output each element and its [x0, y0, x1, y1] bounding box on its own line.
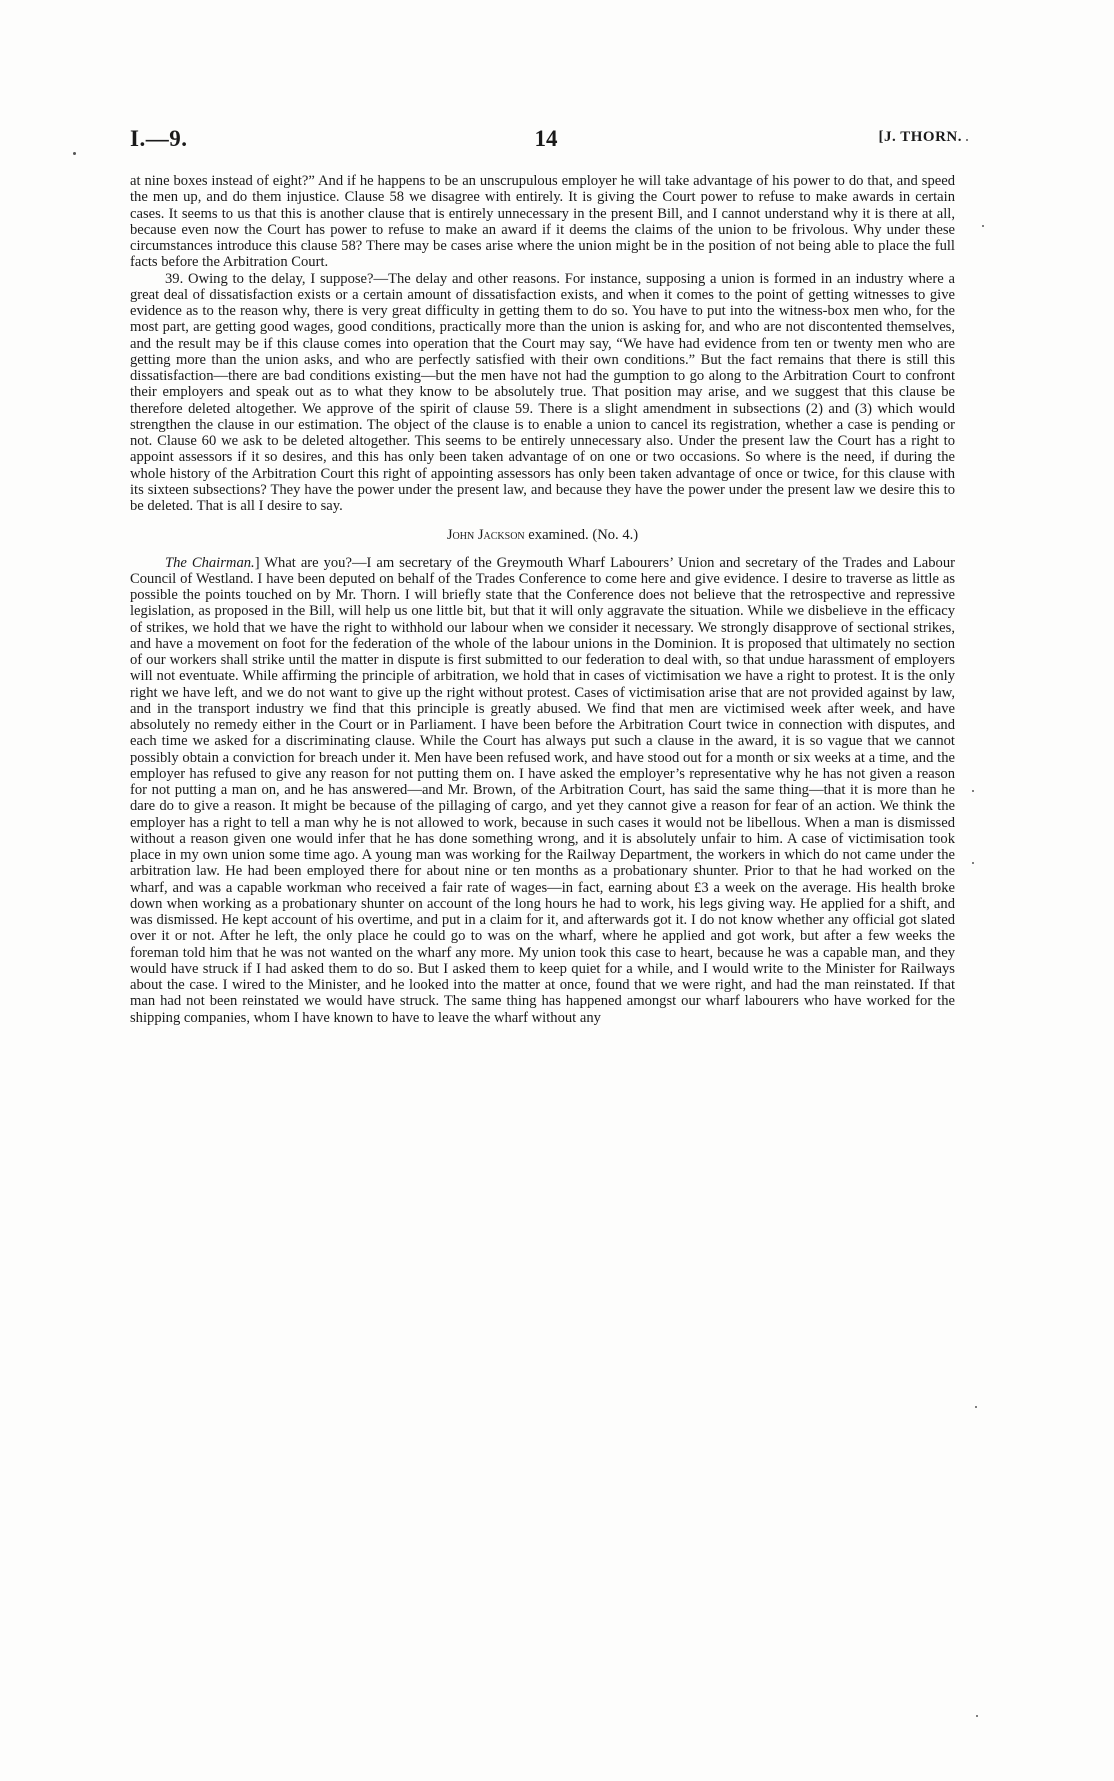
witness-running-head: [J. THORN. — [878, 129, 962, 145]
scan-speck — [972, 862, 974, 864]
scan-speck — [73, 152, 76, 155]
section-heading — [130, 527, 955, 543]
speaker-label: The Chairman. — [165, 554, 255, 571]
paragraph-testimony — [130, 555, 955, 1026]
testimony-text: ] What are you?—I am secretary of the Greymouth Wharf Labourers’ Union and secretary of the Trades and Labour Council of Westland. I have been deputed on behalf of the Trades Conference to come here and give evidence. I desire to traverse as little as possible the points touched on by Mr. Thorn. I will briefly state that the Conference does not believe that the retrospective and repressive legislation, as proposed in the Bill, will help us one little bit, but that it will only aggravate the situation. While we disbelieve in the efficacy of strikes, we hold that we have the right to withhold our labour when we consider it necessary. We strongly disapprove of sectional strikes, and have a movement on foot for the federation of the whole of the labour unions in the Dominion. It is proposed that ultimately no section of our workers shall strike until the matter in dispute is first submitted to our federation to deal with, so that undue harassment of employers will not eventuate. While affirming the principle of arbitration, we hold that in cases of victimisation we have a right to protest. It is the only right we have left, and we do not want to give up the right without protest. Cases of victimisation arise that are not provided against by law, and in the transport industry we find that this principle is greatly abused. We find that men are victimised week after week, and have absolutely no remedy either in the Court or in Parliament. I have been before the Arbitration Court twice in connection with disputes, and each time we asked for a discriminating clause. While the Court has always put such a clause in the award, it is so vague that we cannot possibly obtain a conviction for breach under it. Men have been refused work, and have stood out for a month or six weeks at a time, and the employer has refused to give any reason for not putting them on. I have asked the employer’s representative why he has not given a reason for not putting a man on, and he has answered—and Mr. Brown, of the Arbitration Court, has said the same thing—that it is more than he dare do to give a reason. It might be because of the pillaging of cargo, and yet they cannot give a reason for fear of an action. We think the employer has a right to tell a man why he is not allowed to work, because in such cases it would not be libellous. When a man is dismissed without a reason given one would infer that he has done something wrong, and it is absolutely unfair to him. A case of victimisation took place in my own union some time ago. A young man was working for the Railway Department, the workers in which do not came under the arbitration law. He had been employed there for about nine or ten months as a probationary shunter. Prior to that he had worked on the wharf, and was a capable workman who received a fair rate of wages—in fact, earning about £3 a week on the average. His health broke down when working as a probationary shunter on account of the long hours he had to work, his legs giving way. He applied for a shift, and was dismissed. He kept account of his overtime, and put in a claim for it, and afterwards got it. I do not know whether any official got slated over it or not. After he left, the only place he could go to was on the wharf, where he applied and got work, but after a few weeks the foreman told him that he was not wanted on the wharf any more. My union took this case to heart, because he was a capable man, and they would have struck if I had asked them to do so. But I asked them to keep quiet for a while, and I would write to the Minister for Railways about the case. I wired to the Minister, and he looked into the matter at once, found that we were right, and had the man reinstated. If that man had not been reinstated we would have struck. The same thing has happened amongst our wharf labourers who have worked for the shipping companies, whom I have known to have to leave the wharf without any — [130, 554, 956, 1026]
page-header — [130, 126, 962, 156]
page-number: 14 — [534, 126, 558, 151]
witness-name: John Jackson — [446, 527, 525, 544]
document-body — [130, 173, 955, 1026]
scan-speck — [975, 1406, 977, 1408]
paragraph-continuation: at nine boxes instead of eight?” And if he happens to be an unscrupulous employer he will take advantage of his power to do that, and speed the men up, and do them injustice. Clause 58 we disagree with entirely. It is giving the Court power to refuse to make awards in certain cases. It seems to us that this is another clause that is entirely unnecessary in the present Bill, and I cannot understand why it is there at all, because even now the Court has power to refuse to make an award if it deems the claims of the union to be frivolous. Why under these circumstances introduce this clause 58? There may be cases arise where the union might be in the position of not being able to place the full facts before the Arbitration Court. — [130, 173, 955, 271]
scan-speck — [966, 139, 968, 141]
scan-speck — [972, 790, 974, 792]
heading-rest: examined. (No. 4.) — [524, 527, 639, 544]
scan-speck — [976, 1715, 978, 1717]
paragraph-question-39: 39. Owing to the delay, I suppose?—The delay and other reasons. For instance, supposing a union is formed in an industry where a great deal of dissatisfaction exists or a certain amount of dissatisfaction exists, and when it comes to the point of getting witnesses to give evidence as to the reason why, there is very great difficulty in getting them to do so. You have to put into the witness-box men who, for the most part, are getting good wages, good conditions, practically more than the union is asking for, and who are not discontented themselves, and the result may be if this clause comes into operation that the Court may say, “We have had evidence from ten or twenty men who are getting more than the union asks, and who are perfectly satisfied with their own conditions.” But the fact remains that there is still this dissatisfaction—there are bad conditions existing—but the men have not had the gumption to go along to the Arbitration Court to confront their employers and speak out as to what they know to be absolutely true. That position may arise, and we suggest that this clause be therefore deleted altogether. We approve of the spirit of clause 59. There is a slight amendment in subsections (2) and (3) which would strengthen the clause in our estimation. The object of the clause is to enable a union to cancel its registration, whether a case is pending or not. Clause 60 we ask to be deleted altogether. This seems to be entirely unnecessary also. Under the present law the Court has a right to appoint assessors if it so desires, and this has only been taken advantage of on one or two occasions. So where is the need, if during the whole history of the Arbitration Court this right of appointing assessors has only been taken advantage of once or twice, for this clause with its sixteen subsections? They have the power under the present law, and because they have the power under the present law we desire this to be deleted. That is all I desire to say. — [130, 270, 955, 514]
scan-speck — [982, 225, 984, 227]
document-reference: I.—9. — [130, 126, 188, 151]
